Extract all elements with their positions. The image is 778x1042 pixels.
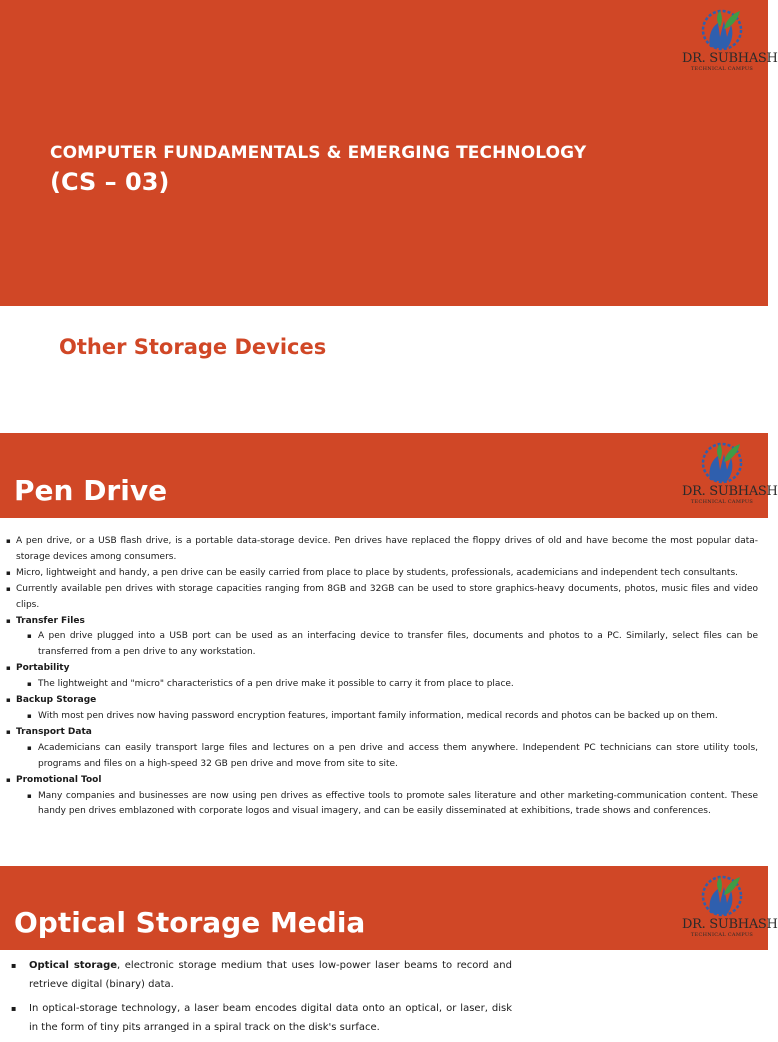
logo-wordmark: DR. SUBHASH: [682, 484, 778, 499]
use-heading: ▪ Transfer Files: [6, 614, 758, 630]
logo-hand-leaf-icon: [700, 873, 744, 919]
course-code: (CS – 03): [50, 168, 170, 196]
use-heading: ▪ Promotional Tool: [6, 773, 758, 789]
optical-content: [11, 956, 512, 1042]
intro-bullet: ▪ Currently available pen drives with storage capacities ranging from 8GB and 32GB can be used to store graphics-heavy documents, photos, music files and video clips.: [6, 582, 758, 614]
use-detail: ▪ Academicians can easily transport large files and lectures on a pen drive and access them anywhere. Independent PC technicians can store utility tools, programs and files on a high-speed 32 GB pen drive and move from site to site.: [6, 741, 758, 773]
college-logo-slide3: [682, 873, 778, 943]
logo-tagline: TECHNICAL CAMPUS: [690, 66, 754, 72]
logo-tagline: TECHNICAL CAMPUS: [690, 499, 754, 505]
use-heading: ▪ Portability: [6, 661, 758, 677]
use-detail: ▪ The lightweight and "micro" characteristics of a pen drive make it possible to carry it from place to place.: [6, 677, 758, 693]
topic-title: Other Storage Devices: [59, 335, 327, 359]
pen-drive-content: [6, 534, 758, 820]
intro-bullet: ▪ A pen drive, or a USB flash drive, is a portable data-storage device. Pen drives have replaced the floppy drives of old and have become the most popular data-storage devices among consumers.: [6, 534, 758, 566]
logo-hand-leaf-icon: [700, 440, 744, 486]
use-detail: ▪ With most pen drives now having password encryption features, important family information, medical records and photos can be backed up on them.: [6, 709, 758, 725]
intro-bullet: ▪ Micro, lightweight and handy, a pen drive can be easily carried from place to place by students, professionals, academicians and independent tech consultants.: [6, 566, 758, 582]
use-detail: ▪ Many companies and businesses are now using pen drives as effective tools to promote sales literature and other marketing-communication content. These handy pen drives emblazoned with corporate logos and visual imagery, and can be easily disseminated at exhibitions, trade shows and conferences.: [6, 789, 758, 821]
use-heading: ▪ Transport Data: [6, 725, 758, 741]
optical-bullet: ▪ In optical-storage technology, a laser beam encodes digital data onto an optical, or laser, disk in the form of tiny pits arranged in a spiral track on the disk's surface.: [11, 999, 512, 1037]
pen-drive-title: Pen Drive: [14, 474, 168, 507]
logo-hand-leaf-icon: [700, 7, 744, 53]
optical-bullet: ▪ Optical storage, electronic storage medium that uses low-power laser beams to record and retrieve digital (binary) data.: [11, 956, 512, 994]
use-heading: ▪ Backup Storage: [6, 693, 758, 709]
optical-title: Optical Storage Media: [14, 906, 366, 939]
logo-wordmark: DR. SUBHASH: [682, 917, 778, 932]
course-title: COMPUTER FUNDAMENTALS & EMERGING TECHNOLOGY: [50, 143, 587, 163]
use-detail: ▪ A pen drive plugged into a USB port can be used as an interfacing device to transfer files, documents and photos to a PC. Similarly, select files can be transferred from a pen drive to any workstation.: [6, 629, 758, 661]
college-logo: [682, 7, 778, 77]
college-logo-slide2: [682, 440, 778, 510]
logo-tagline: TECHNICAL CAMPUS: [690, 932, 754, 938]
logo-wordmark: DR. SUBHASH: [682, 51, 778, 66]
